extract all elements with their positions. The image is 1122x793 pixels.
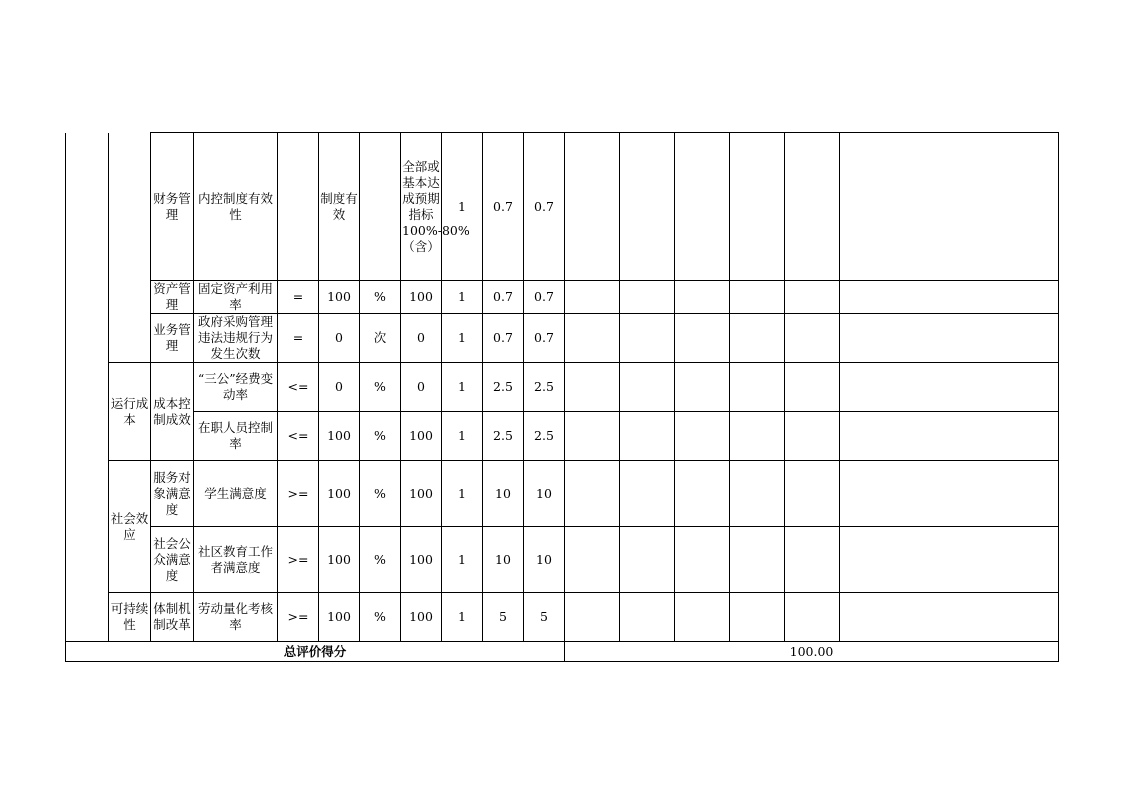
sub-indicator-cell: 业务管理 (151, 314, 194, 363)
indicator-cell: 内控制度有效性 (194, 133, 278, 281)
group-cell-left (66, 133, 109, 363)
empty-cell (785, 314, 840, 363)
weight-cell: 1 (442, 281, 483, 314)
empty-cell (730, 133, 785, 281)
empty-cell (620, 133, 675, 281)
table-row (66, 412, 1059, 461)
actual-cell: 100 (401, 593, 442, 642)
empty-cell (620, 363, 675, 412)
empty-cell (785, 412, 840, 461)
score-cell: 2.5 (483, 363, 524, 412)
target-cell: 100 (319, 281, 360, 314)
empty-cell (620, 461, 675, 527)
remarks-cell (840, 593, 1059, 642)
empty-cell (620, 281, 675, 314)
target-cell: 100 (319, 412, 360, 461)
target-cell: 100 (319, 527, 360, 593)
empty-cell (675, 412, 730, 461)
empty-cell (785, 527, 840, 593)
score-cell: 2.5 (524, 363, 565, 412)
empty-cell (620, 314, 675, 363)
group-cell-left (66, 363, 109, 642)
remarks-cell (840, 363, 1059, 412)
operator-cell: = (278, 281, 319, 314)
sub-indicator-cell: 资产管理 (151, 281, 194, 314)
empty-cell (565, 412, 620, 461)
empty-cell (675, 281, 730, 314)
score-cell: 10 (483, 527, 524, 593)
empty-cell (675, 593, 730, 642)
weight-cell: 1 (442, 412, 483, 461)
remarks-cell (840, 281, 1059, 314)
actual-cell: 全部或基本达成预期指标100%-80%（含） (401, 133, 442, 281)
table-row (66, 133, 1059, 281)
total-row (66, 642, 1059, 662)
category-cell: 社会效应 (109, 461, 151, 593)
empty-cell (620, 593, 675, 642)
unit-cell: % (360, 363, 401, 412)
indicator-cell: 固定资产利用率 (194, 281, 278, 314)
empty-cell (620, 527, 675, 593)
unit-cell: % (360, 593, 401, 642)
score-cell: 0.7 (524, 314, 565, 363)
weight-cell: 1 (442, 461, 483, 527)
weight-cell: 1 (442, 363, 483, 412)
total-value: 100.00 (565, 642, 1059, 662)
score-cell: 2.5 (483, 412, 524, 461)
empty-cell (565, 281, 620, 314)
category-cell: 可持续性 (109, 593, 151, 642)
score-cell: 0.7 (483, 314, 524, 363)
indicator-cell: 在职人员控制率 (194, 412, 278, 461)
table-row (66, 281, 1059, 314)
operator-cell: <= (278, 363, 319, 412)
empty-cell (565, 314, 620, 363)
unit-cell: % (360, 527, 401, 593)
unit-cell: 次 (360, 314, 401, 363)
unit-cell: % (360, 461, 401, 527)
empty-cell (785, 593, 840, 642)
score-cell: 0.7 (483, 281, 524, 314)
empty-cell (785, 461, 840, 527)
table-row (66, 363, 1059, 412)
remarks-cell (840, 314, 1059, 363)
score-cell: 0.7 (483, 133, 524, 281)
target-cell: 100 (319, 461, 360, 527)
empty-cell (730, 363, 785, 412)
operator-cell: >= (278, 593, 319, 642)
empty-cell (675, 133, 730, 281)
category-cell: 运行成本 (109, 363, 151, 461)
operator-cell: >= (278, 527, 319, 593)
table-row (66, 314, 1059, 363)
sub-indicator-cell: 财务管理 (151, 133, 194, 281)
indicator-cell: 学生满意度 (194, 461, 278, 527)
empty-cell (565, 133, 620, 281)
actual-cell: 100 (401, 527, 442, 593)
operator-cell (278, 133, 319, 281)
empty-cell (565, 527, 620, 593)
empty-cell (675, 527, 730, 593)
empty-cell (730, 281, 785, 314)
indicator-cell: 劳动量化考核率 (194, 593, 278, 642)
indicator-cell: 政府采购管理违法违规行为发生次数 (194, 314, 278, 363)
sub-indicator-cell: 社会公众满意度 (151, 527, 194, 593)
empty-cell (785, 281, 840, 314)
empty-cell (730, 314, 785, 363)
empty-cell (675, 461, 730, 527)
score-cell: 2.5 (524, 412, 565, 461)
performance-evaluation-table (65, 132, 1059, 662)
target-cell: 制度有效 (319, 133, 360, 281)
total-label: 总评价得分 (66, 642, 565, 662)
score-cell: 5 (524, 593, 565, 642)
target-cell: 100 (319, 593, 360, 642)
empty-cell (565, 363, 620, 412)
actual-cell: 0 (401, 363, 442, 412)
indicator-cell: 社区教育工作者满意度 (194, 527, 278, 593)
empty-cell (565, 593, 620, 642)
actual-cell: 100 (401, 412, 442, 461)
operator-cell: = (278, 314, 319, 363)
sub-indicator-cell: 成本控制成效 (151, 363, 194, 461)
actual-cell: 0 (401, 314, 442, 363)
indicator-cell: “三公”经费变动率 (194, 363, 278, 412)
unit-cell: % (360, 281, 401, 314)
sub-indicator-cell: 服务对象满意度 (151, 461, 194, 527)
remarks-cell (840, 461, 1059, 527)
category-cell-empty (109, 133, 151, 363)
score-cell: 0.7 (524, 133, 565, 281)
remarks-cell (840, 527, 1059, 593)
target-cell: 0 (319, 363, 360, 412)
empty-cell (730, 412, 785, 461)
empty-cell (785, 363, 840, 412)
score-cell: 5 (483, 593, 524, 642)
empty-cell (730, 527, 785, 593)
empty-cell (620, 412, 675, 461)
operator-cell: >= (278, 461, 319, 527)
weight-cell: 1 (442, 133, 483, 281)
score-cell: 10 (524, 527, 565, 593)
operator-cell: <= (278, 412, 319, 461)
weight-cell: 1 (442, 314, 483, 363)
unit-cell (360, 133, 401, 281)
weight-cell: 1 (442, 593, 483, 642)
table-row (66, 527, 1059, 593)
actual-cell: 100 (401, 281, 442, 314)
remarks-cell (840, 133, 1059, 281)
remarks-cell (840, 412, 1059, 461)
empty-cell (730, 461, 785, 527)
weight-cell: 1 (442, 527, 483, 593)
unit-cell: % (360, 412, 401, 461)
table-row (66, 593, 1059, 642)
empty-cell (785, 133, 840, 281)
target-cell: 0 (319, 314, 360, 363)
score-cell: 10 (483, 461, 524, 527)
empty-cell (730, 593, 785, 642)
sub-indicator-cell: 体制机制改革 (151, 593, 194, 642)
empty-cell (675, 363, 730, 412)
score-cell: 0.7 (524, 281, 565, 314)
empty-cell (565, 461, 620, 527)
empty-cell (675, 314, 730, 363)
table-row (66, 461, 1059, 527)
actual-cell: 100 (401, 461, 442, 527)
score-cell: 10 (524, 461, 565, 527)
